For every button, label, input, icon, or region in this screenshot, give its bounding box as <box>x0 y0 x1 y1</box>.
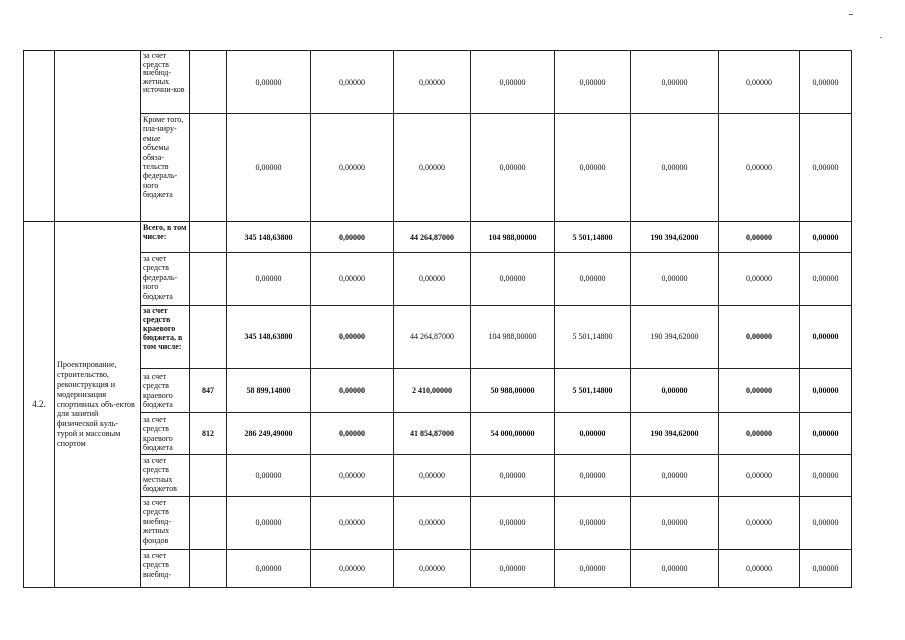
amount-cell: 0,00000 <box>555 550 631 588</box>
amount-cell: 0,00000 <box>311 550 394 588</box>
amount-cell: 0,00000 <box>311 222 394 253</box>
amount-cell: 0,00000 <box>311 114 394 222</box>
budget-code <box>190 114 227 222</box>
funding-source: Кроме того, пла-ниру-емые объемы обяза-тельств федераль-ного бюджета <box>141 114 190 222</box>
funding-table <box>23 50 852 588</box>
funding-source: за счет средств внебюд- <box>141 550 190 588</box>
amount-cell: 0,00000 <box>800 455 852 497</box>
amount-cell: 104 988,00000 <box>471 222 555 253</box>
amount-cell: 5 501,14800 <box>555 369 631 413</box>
amount-cell: 345 148,63800 <box>227 222 311 253</box>
amount-cell: 50 988,00000 <box>471 369 555 413</box>
amount-cell: 190 394,62000 <box>631 413 719 455</box>
amount-cell: 0,00000 <box>227 253 311 306</box>
budget-code <box>190 253 227 306</box>
amount-cell: 0,00000 <box>719 497 800 550</box>
amount-cell: 0,00000 <box>631 550 719 588</box>
amount-cell: 0,00000 <box>227 455 311 497</box>
amount-cell: 0,00000 <box>227 114 311 222</box>
amount-cell: 0,00000 <box>631 497 719 550</box>
amount-cell: 0,00000 <box>631 369 719 413</box>
amount-cell: 0,00000 <box>311 497 394 550</box>
amount-cell: 0,00000 <box>719 253 800 306</box>
amount-cell: 0,00000 <box>394 497 471 550</box>
amount-cell: 44 264,87000 <box>394 306 471 369</box>
table-row <box>24 306 852 369</box>
amount-cell: 0,00000 <box>719 550 800 588</box>
amount-cell: 0,00000 <box>471 51 555 114</box>
amount-cell: 0,00000 <box>471 550 555 588</box>
budget-code: 847 <box>190 369 227 413</box>
amount-cell: 0,00000 <box>227 51 311 114</box>
amount-cell: 0,00000 <box>394 114 471 222</box>
item-name: Проектирование, строительство, реконструкция и модернизация спортивных объ-ектов для занятий физической куль-турой и массовым спортом <box>55 222 141 588</box>
amount-cell: 0,00000 <box>311 369 394 413</box>
amount-cell: 0,00000 <box>394 455 471 497</box>
budget-code <box>190 306 227 369</box>
amount-cell: 345 148,63800 <box>227 306 311 369</box>
amount-cell: 0,00000 <box>471 114 555 222</box>
table-body <box>24 51 852 588</box>
budget-code: 812 <box>190 413 227 455</box>
amount-cell: 41 854,87000 <box>394 413 471 455</box>
amount-cell: 0,00000 <box>631 455 719 497</box>
item-name-cell <box>55 51 141 222</box>
table-row <box>24 455 852 497</box>
amount-cell: 0,00000 <box>311 51 394 114</box>
amount-cell: 0,00000 <box>471 455 555 497</box>
amount-cell: 286 249,49000 <box>227 413 311 455</box>
amount-cell: 0,00000 <box>719 306 800 369</box>
amount-cell: 0,00000 <box>800 550 852 588</box>
amount-cell: 190 394,62000 <box>631 306 719 369</box>
amount-cell: 0,00000 <box>800 369 852 413</box>
budget-code <box>190 222 227 253</box>
amount-cell: 0,00000 <box>719 51 800 114</box>
amount-cell: 0,00000 <box>631 253 719 306</box>
funding-source: Всего, в том числе: <box>141 222 190 253</box>
budget-code <box>190 51 227 114</box>
amount-cell: 104 988,00000 <box>471 306 555 369</box>
funding-source: за счет средств внебюд-жетных источни-ков <box>141 51 190 114</box>
amount-cell: 0,00000 <box>394 51 471 114</box>
table-row <box>24 222 852 253</box>
table-row <box>24 550 852 588</box>
amount-cell: 0,00000 <box>800 114 852 222</box>
amount-cell: 0,00000 <box>719 455 800 497</box>
funding-source: за счет средств федераль-ного бюджета <box>141 253 190 306</box>
amount-cell: 54 000,00000 <box>471 413 555 455</box>
amount-cell: 0,00000 <box>471 497 555 550</box>
budget-code <box>190 550 227 588</box>
amount-cell: 0,00000 <box>394 550 471 588</box>
item-number-cell <box>24 51 55 222</box>
amount-cell: 0,00000 <box>311 253 394 306</box>
amount-cell: 0,00000 <box>311 413 394 455</box>
amount-cell: 58 899,14800 <box>227 369 311 413</box>
funding-source: за счет средств краевого бюджета, в том числе: <box>141 306 190 369</box>
amount-cell: 0,00000 <box>631 114 719 222</box>
table-row <box>24 253 852 306</box>
amount-cell: 0,00000 <box>555 114 631 222</box>
funding-source: за счет средств местных бюджетов <box>141 455 190 497</box>
table-row <box>24 369 852 413</box>
amount-cell: 0,00000 <box>555 253 631 306</box>
amount-cell: 0,00000 <box>227 497 311 550</box>
amount-cell: 0,00000 <box>311 306 394 369</box>
table-row <box>24 413 852 455</box>
amount-cell: 0,00000 <box>555 497 631 550</box>
amount-cell: 0,00000 <box>800 306 852 369</box>
corner-mark <box>849 14 853 15</box>
amount-cell: 2 410,00000 <box>394 369 471 413</box>
amount-cell: 44 264,87000 <box>394 222 471 253</box>
table-row <box>24 114 852 222</box>
table-row <box>24 51 852 114</box>
amount-cell: 0,00000 <box>555 455 631 497</box>
amount-cell: 5 501,14800 <box>555 306 631 369</box>
amount-cell: 0,00000 <box>719 369 800 413</box>
amount-cell: 0,00000 <box>800 497 852 550</box>
amount-cell: 0,00000 <box>555 413 631 455</box>
amount-cell: 190 394,62000 <box>631 222 719 253</box>
amount-cell: 0,00000 <box>719 222 800 253</box>
amount-cell: 0,00000 <box>800 413 852 455</box>
amount-cell: 0,00000 <box>719 413 800 455</box>
amount-cell: 0,00000 <box>227 550 311 588</box>
funding-source: за счет средств краевого бюджета <box>141 369 190 413</box>
funding-source: за счет средств краевого бюджета <box>141 413 190 455</box>
amount-cell: 0,00000 <box>471 253 555 306</box>
amount-cell: 0,00000 <box>631 51 719 114</box>
table-row <box>24 497 852 550</box>
amount-cell: 0,00000 <box>394 253 471 306</box>
scan-speck <box>880 37 882 38</box>
budget-code <box>190 455 227 497</box>
amount-cell: 0,00000 <box>800 222 852 253</box>
amount-cell: 0,00000 <box>719 114 800 222</box>
amount-cell: 0,00000 <box>800 51 852 114</box>
funding-source: за счет средств внебюд-жетных фондов <box>141 497 190 550</box>
amount-cell: 0,00000 <box>800 253 852 306</box>
document-page <box>23 50 851 587</box>
item-number: 4.2. <box>24 222 55 588</box>
amount-cell: 5 501,14800 <box>555 222 631 253</box>
amount-cell: 0,00000 <box>555 51 631 114</box>
budget-code <box>190 497 227 550</box>
amount-cell: 0,00000 <box>311 455 394 497</box>
